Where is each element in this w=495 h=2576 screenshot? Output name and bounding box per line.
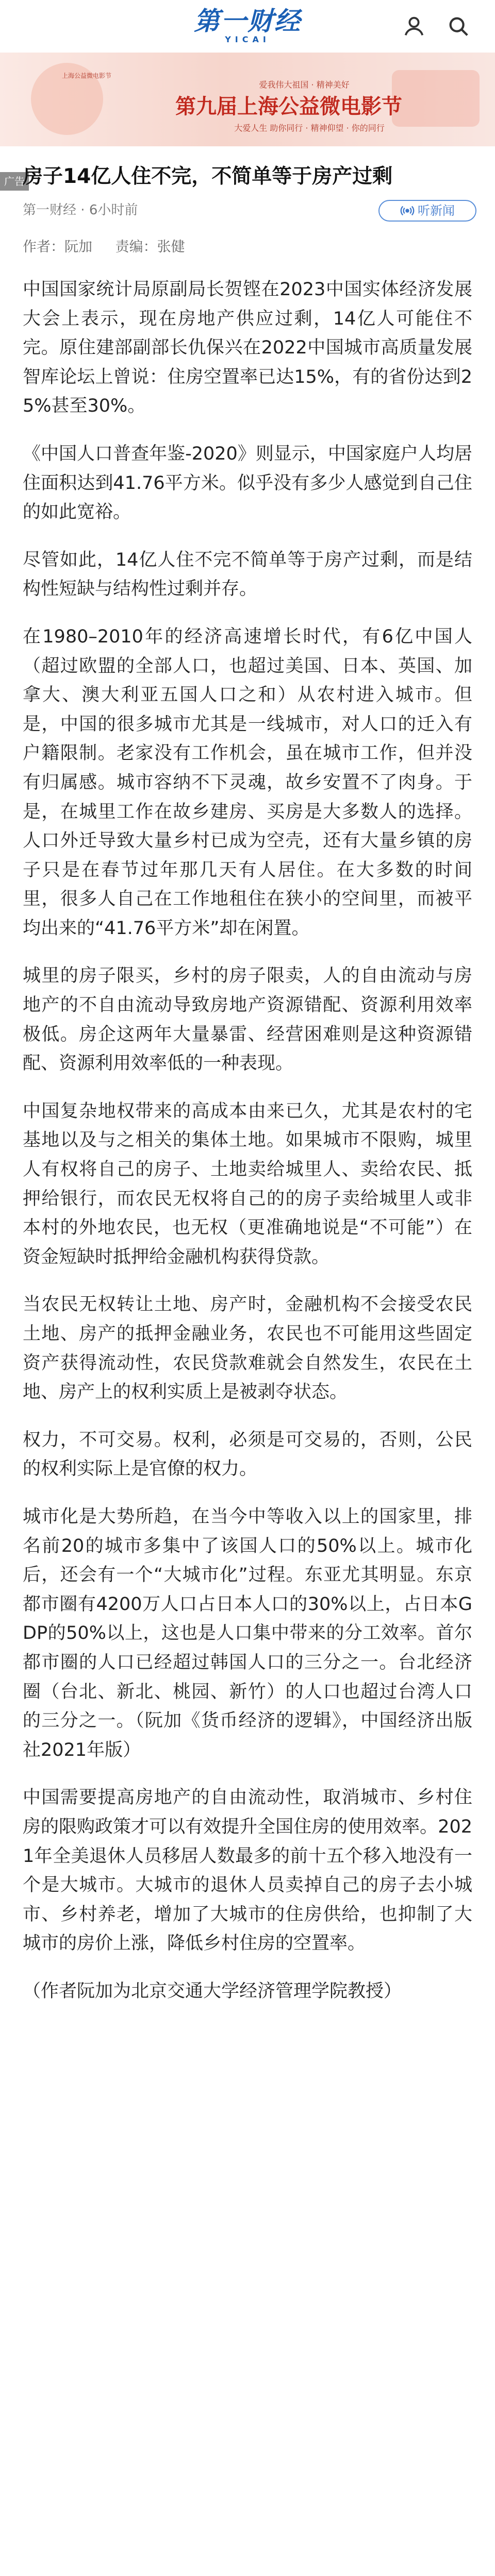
ad-badge: 广告 — [0, 172, 29, 191]
listen-news-label: 听新闻 — [418, 204, 455, 218]
search-icon[interactable] — [447, 14, 470, 38]
article-paragraph: （作者阮加为北京交通大学经济管理学院教授） — [23, 1980, 402, 2002]
article-paragraph: 当农民无权转让土地、房产时，金融机构不会接受农民土地、房产的抵押金融业务，农民也不可能用这些固定资产获得流动性，农民贷款难就会自然发生，农民在土地、房产上的权利实质上是被剥夺状态。 — [23, 1294, 472, 1403]
article-body — [23, 275, 472, 2024]
article-paragraph: 《中国人口普查年鉴-2020》则显示，中国家庭户人均居住面积达到41.76平方米。似乎没有多少人感觉到自己住的如此宽裕。 — [23, 443, 472, 523]
article-author: 作者：阮加 — [23, 239, 92, 255]
banner-subtitle: 大爱人生 助你同行 · 精神仰望 · 你的同行 — [234, 123, 385, 133]
audio-wave-icon — [400, 204, 415, 218]
article-paragraph: 在1980–2010年的经济高速增长时代，有6亿中国人（超过欧盟的全部人口，也超过美国、日本、英国、加拿大、澳大利亚五国人口之和）从农村进入城市。但是，中国的很多城市尤其是一线城市，对人口的迁入有户籍限制。老家没有工作机会，虽在城市工作，但并没有归属感。城市容纳不下灵魂，故乡安置不了肉身。于是，在城里工作在故乡建房、买房是大多数人的选择。人口外迁导致大量乡村已成为空壳，还有大量乡镇的房子只是在春节过年那几天有人居住。在大多数的时间里，很多人自己在工作地租住在狭小的空间里，而被平均出来的“41.76平方米”却在闲置。 — [23, 626, 472, 939]
article-authors — [23, 237, 476, 258]
article-paragraph: 城里的房子限买，乡村的房子限卖，人的自由流动与房地产的不自由流动导致房地产资源错配、资源利用效率极低。房企这两年大量暴雷、经营困难则是这种资源错配、资源利用效率低的一种表现。 — [23, 965, 472, 1074]
article-editor: 责编：张健 — [115, 239, 185, 255]
logo-sub-text: YICAI — [225, 35, 270, 44]
article-paragraph: 中国复杂地权带来的高成本由来已久，尤其是农村的宅基地以及与之相关的集体土地。如果城市不限购，城里人有权将自己的房子、土地卖给城里人、卖给农民、抵押给银行，而农民无权将自己的的房子卖给城里人或非本村的外地农民，也无权（更准确地说是“不可能”）在资金短缺时抵押给金融机构获得贷款。 — [23, 1100, 472, 1267]
banner-title: 第九届上海公益微电影节 — [175, 95, 402, 118]
article-source-time — [23, 202, 138, 218]
top-navigation-bar — [0, 0, 495, 53]
logo-main-text: 第一财经 — [194, 6, 301, 36]
article-paragraph: 中国需要提高房地产的自由流动性，取消城市、乡村住房的限购政策才可以有效提升全国住房的使用效率。2021年全美退休人员移居人数最多的前十五个移入地没有一个是大城市。大城市的退休人员卖掉自己的房子去小城市、乡村养老，增加了大城市的住房供给，也抑制了大城市的房价上涨，降低乡村住房的空置率。 — [23, 1787, 472, 1954]
article-title: 房子14亿人住不完，不简单等于房产过剩 — [23, 165, 393, 188]
article-paragraph: 城市化是大势所趋，在当今中等收入以上的国家里，排名前20的城市多集中了该国人口的50%以上。城市化后，还会有一个“大城市化”过程。东亚尤其明显。东京都市圈有4200万人口占日本人口的30%以上，占日本GDP的50%以上，这也是人口集中带来的分工效率。首尔都市圈的人口已经超过韩国人口的三分之一。台北经济圈（台北、新北、桃园、新竹）的人口也超过台湾人口的三分之一。（阮加《货币经济的逻辑》，中国经济出版社2021年版） — [23, 1506, 472, 1760]
article-paragraph: 尽管如此，14亿人住不完不简单等于房产过剩，而是结构性短缺与结构性过剩并存。 — [23, 549, 472, 600]
listen-news-button[interactable] — [378, 200, 476, 222]
yicai-logo[interactable] — [186, 7, 309, 45]
meta-separator: · — [80, 202, 89, 218]
article-time: 6小时前 — [89, 202, 138, 218]
user-icon[interactable] — [402, 14, 426, 38]
article-meta — [23, 200, 476, 221]
banner-top-text: 爱我伟大祖国 · 精神美好 — [259, 80, 350, 90]
article-source: 第一财经 — [23, 202, 77, 218]
banner-organizer-logo: 上海公益微电影节 — [62, 72, 112, 79]
article-paragraph: 权力，不可交易。权利，必须是可交易的，否则，公民的权利实际上是官僚的权力。 — [23, 1429, 472, 1480]
article-paragraph: 中国国家统计局原副局长贺铿在2023中国实体经济发展大会上表示，现在房地产供应过剩，14亿人可能住不完。原住建部副部长仇保兴在2022中国城市高质量发展智库论坛上曾说：住房空置率已达15%，有的省份达到25%甚至30%。 — [23, 279, 472, 417]
